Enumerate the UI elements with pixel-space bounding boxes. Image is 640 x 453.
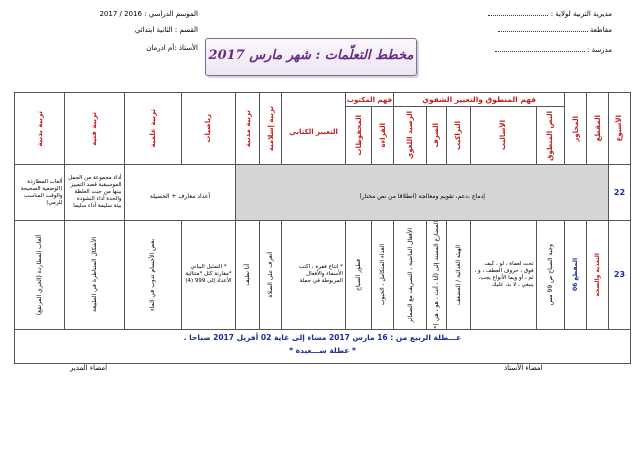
col-civic: تربية مدنية: [236, 93, 260, 165]
row22-integration: إدماج ،دعم، تقويم ومعالجة (انطلاقا من نص مختار): [236, 165, 609, 221]
col-axis: المحاور: [565, 93, 587, 165]
col-segment: المقطع: [587, 93, 609, 165]
row23-pe: ألعاب المطاردة (الجري المرتفع): [15, 221, 65, 330]
col-voc: الرصيد اللغوي: [394, 107, 427, 165]
row23-science: بعض الأجسام تدوب في الماء: [124, 221, 181, 330]
row23-art: الأشكال المتناظرة في الطبيعة: [65, 221, 124, 330]
row23-morph: *المضارع المسند إلى (أنا ، أنت ، هو ، هي ): [427, 221, 447, 330]
header-district: مقاطعة: [498, 26, 612, 35]
row22-week: 22: [608, 165, 630, 221]
col-islamic: تربية إسلامية: [260, 93, 282, 165]
col-math: رياضيات: [181, 93, 236, 165]
director-signature: امضاء المدير: [70, 364, 108, 372]
row23-memorize: فطور الصباح: [345, 221, 371, 330]
holiday-line1: عـــطلة الربيع من : 16 مارس 2017 مساء إلى غاية 02 أفريل 2017 صباحا .: [183, 332, 462, 342]
row22-art: أداء مجموعة من الجمل الموسيقية قصد التمييز بينها من حيث الغلظة والحدة أداء النشودة بيئة سليمة أداء سليما: [65, 165, 124, 221]
teacher-signature: امضاء الأستاذ: [504, 364, 543, 372]
row23-civic: أنا نظيف: [236, 221, 260, 330]
col-pe: تربية بدنية: [15, 93, 65, 165]
header-school: مدرسة :: [495, 46, 612, 55]
learning-plan-table: [14, 92, 631, 364]
row23-voc: الأفعال الماضية ، التصريف مع الضمائر: [394, 221, 427, 330]
row23-week: 23: [608, 221, 630, 330]
header-directorate: مديرية التربية لولاية :: [488, 10, 612, 19]
col-writing: التعبير الكتابي: [282, 93, 346, 165]
page-title: مخطط التعلّمات : شهر مارس 2017: [208, 48, 414, 63]
header-teacher: الأستاذ :أم ادرمان: [146, 44, 198, 52]
col-styles: الأساليب: [470, 107, 536, 165]
col-reading: القراءة: [372, 107, 394, 165]
row23-text: وجبة الصباح ص 99 مس: [536, 221, 565, 330]
row23-axis: المقطع 06: [565, 221, 587, 330]
col-week: الأسبوع: [608, 93, 630, 165]
header-class: القسم : الثانية ابتدائي: [134, 26, 198, 34]
col-text: النص المنطوق: [536, 107, 565, 165]
row23-reading: الغداء المتكامل ، الحبوب: [372, 221, 394, 330]
row22-math: أعداد معارف + الحصيلة: [124, 165, 236, 221]
holiday-line2: * عطلة ســـعيدة *: [289, 345, 356, 355]
holiday-row: [15, 329, 631, 363]
row23-styles: تحت لعماة ، لو ، كيف فوق ، حروف العطف ، و ، ثم ، أو ويما الأنواع يجب، ينبغي ، لا بد، عليك: [470, 221, 536, 330]
col-art: تربية فنية: [65, 93, 124, 165]
row23-writing: * انتاج فقرة ، اكتب الأسماء والأفعال المربوطة في جملة: [282, 221, 346, 330]
row22-pe: ألعاب المطاردة (الوضعية الصحيحة والوقت المناسب للرمي): [15, 165, 65, 221]
row23-segment: التغذية والصحة: [587, 221, 609, 330]
col-science: تربية علمية: [124, 93, 181, 165]
col-memorize: المحفوظات: [345, 107, 371, 165]
title-banner: [205, 38, 417, 76]
group-written: فهم المكتوب: [345, 93, 393, 107]
row23-islamic: أتعرف على الصلاة: [260, 221, 282, 330]
col-structures: التراكيب: [446, 107, 470, 165]
col-morph: الصرف: [427, 107, 447, 165]
group-oral: فهم المنطوق والتعبير الشفوي: [394, 93, 565, 107]
row23-structures: الهيئة الغذائية / المضعف: [446, 221, 470, 330]
header-school-year: الموسم الدراسي : 2016 / 2017: [99, 10, 198, 18]
row23-math: * التمثيل البياني *مقارنة كثل *متتالية الأعداد إلى 999 (4): [181, 221, 236, 330]
